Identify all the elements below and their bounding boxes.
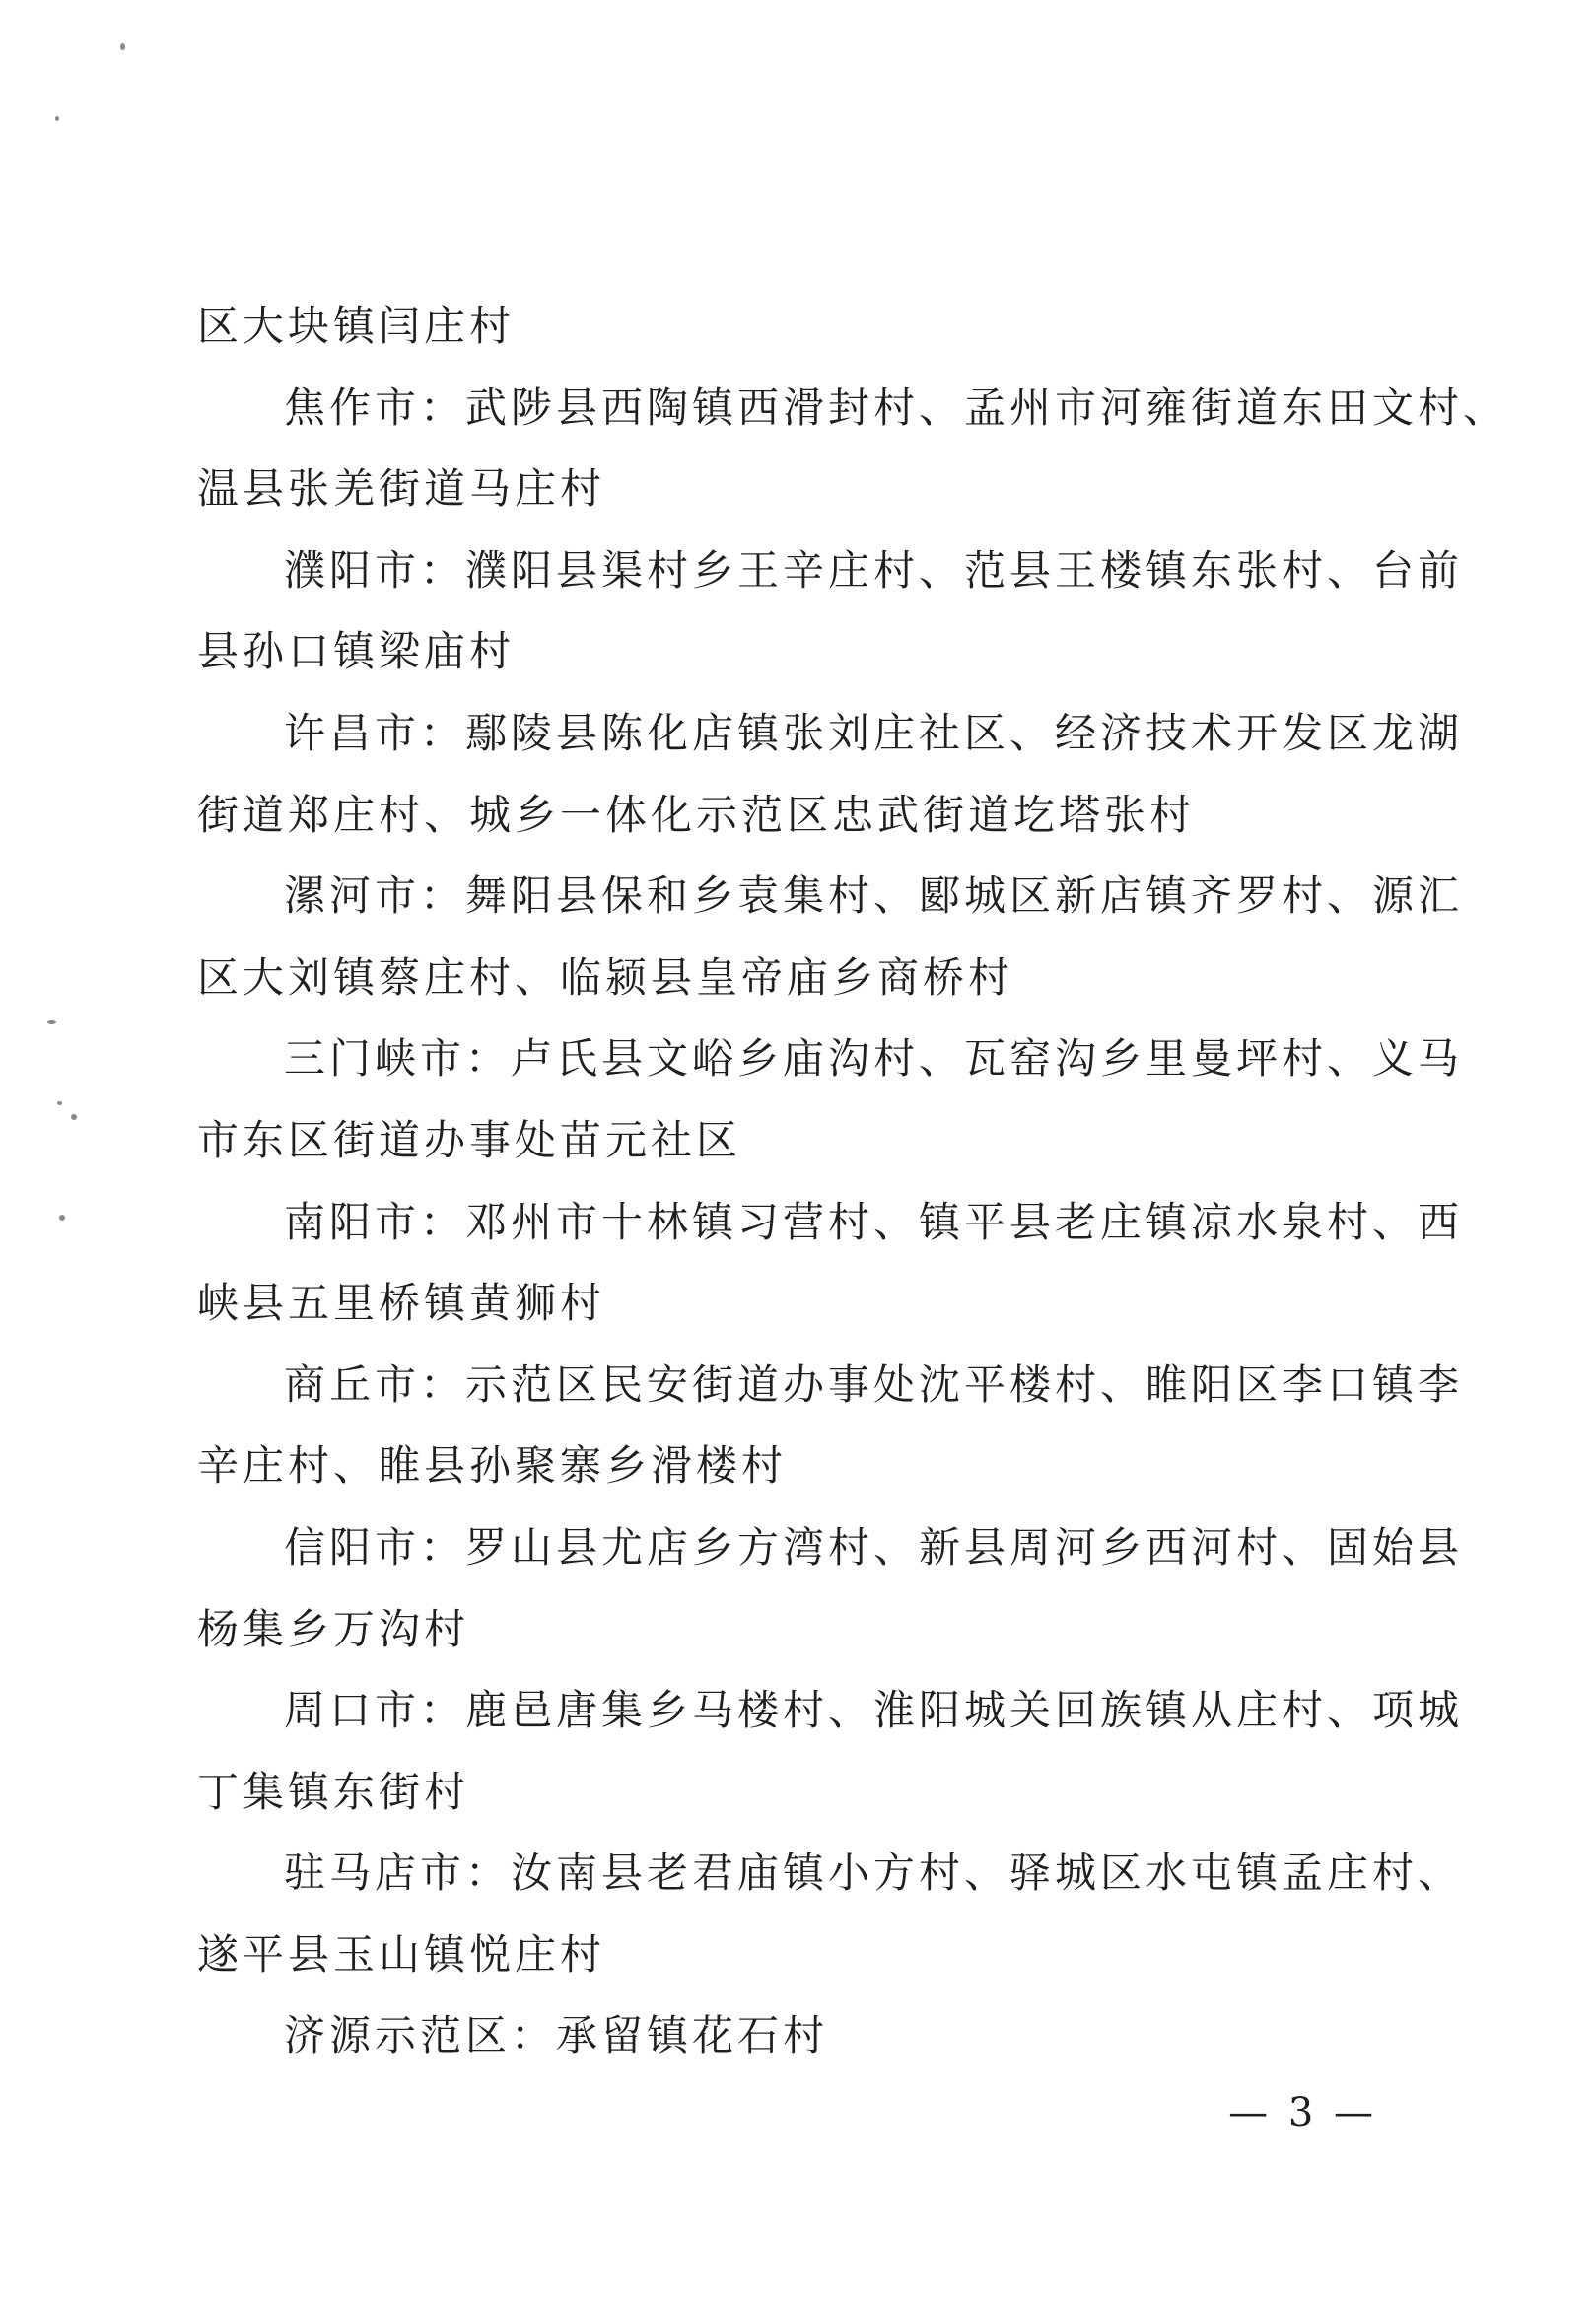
scan-artifact	[59, 1215, 65, 1221]
scan-artifact	[120, 43, 125, 50]
scan-artifact	[47, 1020, 56, 1024]
scan-artifact	[55, 116, 59, 121]
text-line: 温县张羌街道马庄村	[197, 464, 606, 514]
page-number: — 3 —	[1228, 2090, 1377, 2135]
text-line: 济源示范区：承留镇花石村	[284, 2011, 829, 2061]
text-line: 漯河市：舞阳县保和乡袁集村、郾城区新店镇齐罗村、源汇	[284, 872, 1464, 921]
text-line: 商丘市：示范区民安街道办事处沈平楼村、睢阳区李口镇李	[284, 1360, 1464, 1409]
text-line: 辛庄村、睢县孙聚寨乡滑楼村	[197, 1441, 788, 1491]
text-line: 街道郑庄村、城乡一体化示范区忠武街道圪塔张村	[197, 790, 1196, 839]
text-line: 县孙口镇梁庙村	[197, 627, 516, 676]
text-line: 许昌市：鄢陵县陈化店镇张刘庄社区、经济技术开发区龙湖	[284, 708, 1464, 757]
text-line: 三门峡市：卢氏县文峪乡庙沟村、瓦窑沟乡里曼坪村、义马	[284, 1034, 1464, 1083]
text-line: 区大块镇闫庄村	[197, 302, 516, 350]
text-line: 市东区街道办事处苗元社区	[197, 1115, 742, 1164]
text-line: 信阳市：罗山县尤店乡方湾村、新县周河乡西河村、固始县	[284, 1522, 1464, 1572]
text-line: 南阳市：邓州市十林镇习营村、镇平县老庄镇凉水泉村、西	[284, 1197, 1464, 1246]
text-line: 焦作市：武陟县西陶镇西滑封村、孟州市河雍街道东田文村、	[284, 383, 1509, 432]
text-line: 峡县五里桥镇黄狮村	[197, 1279, 606, 1328]
text-line: 区大刘镇蔡庄村、临颍县皇帝庙乡商桥村	[197, 952, 1014, 1002]
document-body	[197, 286, 1509, 2077]
text-line: 遂平县玉山镇悦庄村	[197, 1929, 606, 1979]
scan-artifact	[57, 1101, 62, 1105]
scan-artifact	[71, 1114, 77, 1120]
text-line: 杨集乡万沟村	[197, 1604, 470, 1653]
text-line: 驻马店市：汝南县老君庙镇小方村、驿城区水屯镇孟庄村、	[284, 1849, 1464, 1898]
text-line: 濮阳市：濮阳县渠村乡王辛庄村、范县王楼镇东张村、台前	[284, 545, 1464, 594]
text-line: 周口市：鹿邑唐集乡马楼村、淮阳城关回族镇从庄村、项城	[284, 1686, 1464, 1735]
text-line: 丁集镇东街村	[197, 1767, 470, 1816]
